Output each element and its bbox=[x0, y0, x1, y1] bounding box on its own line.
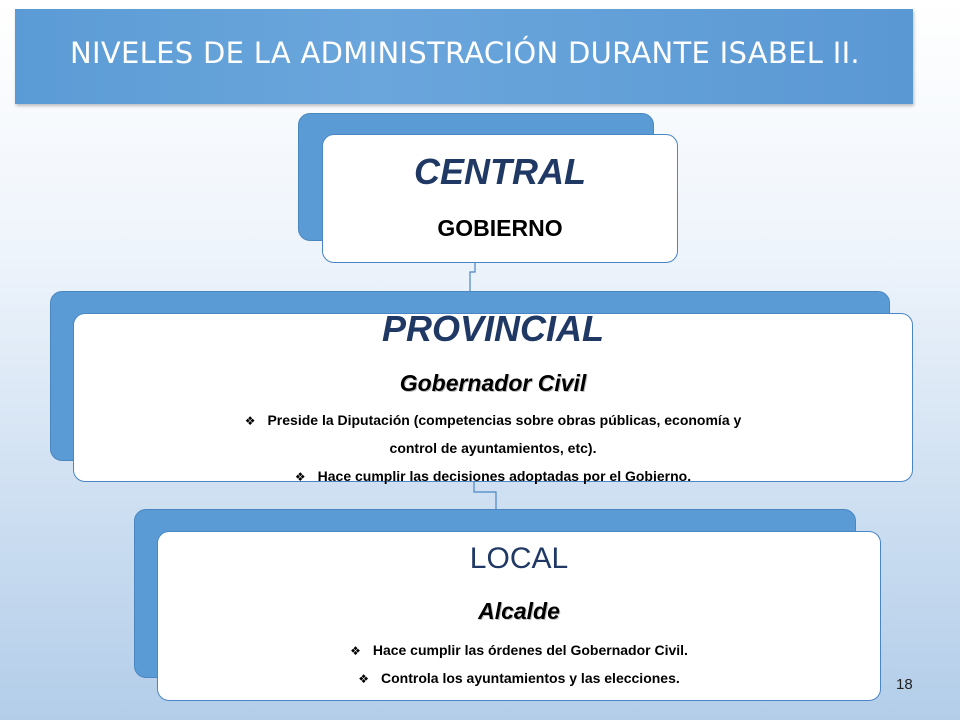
provincial-box bbox=[73, 308, 913, 484]
local-heading: LOCAL bbox=[469, 542, 569, 575]
central-subtitle: GOBIERNO bbox=[437, 215, 563, 241]
provincial-heading: PROVINCIAL bbox=[381, 308, 604, 349]
diamond-bullet-icon: ❖ bbox=[244, 414, 256, 428]
page-number: 18 bbox=[896, 676, 913, 693]
local-subtitle: Alcalde bbox=[478, 598, 560, 624]
local-bullet-1: ❖ Hace cumplir las órdenes del Gobernador Civil. bbox=[350, 642, 688, 658]
diamond-bullet-icon: ❖ bbox=[350, 644, 361, 658]
local-box bbox=[157, 531, 881, 701]
provincial-bullet-1-cont: control de ayuntamientos, etc). bbox=[389, 440, 597, 456]
central-heading: CENTRAL bbox=[414, 151, 586, 192]
diamond-bullet-icon: ❖ bbox=[358, 672, 369, 686]
slide-title: NIVELES DE LA ADMINISTRACIÓN DURANTE ISABEL II. bbox=[70, 36, 860, 70]
local-bullet-2: ❖ Controla los ayuntamientos y las elecciones. bbox=[358, 670, 680, 686]
diamond-bullet-icon: ❖ bbox=[294, 470, 306, 484]
provincial-bullet-1: ❖ Preside la Diputación (competencias sobre obras públicas, economía y bbox=[244, 412, 742, 428]
central-box bbox=[322, 134, 678, 263]
provincial-bullet-2: ❖ Hace cumplir las decisiones adoptadas por el Gobierno. bbox=[294, 468, 692, 484]
provincial-subtitle: Gobernador Civil bbox=[399, 370, 587, 396]
